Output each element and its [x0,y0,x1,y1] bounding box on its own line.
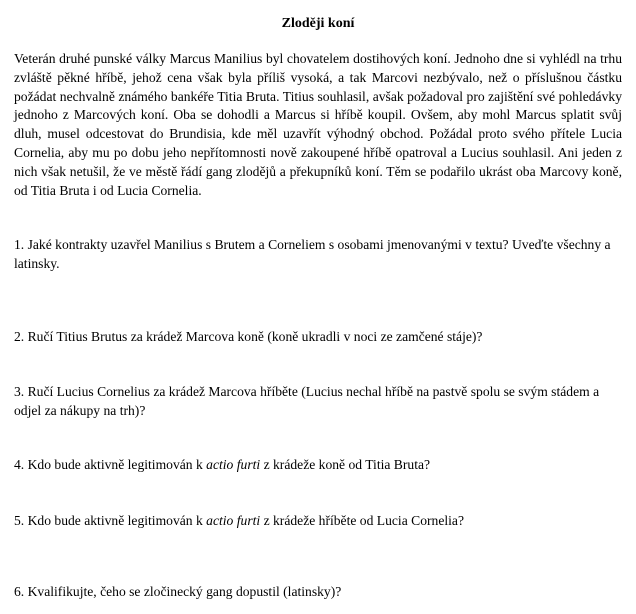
question-4 [14,456,624,475]
question-6: 6. Kvalifikujte, čeho se zločinecký gang dopustil (latinsky)? [14,584,342,599]
question-4-text-after: z krádeže koně od Titia Bruta? [260,457,431,472]
question-1: 1. Jaké kontrakty uzavřel Manilius s Brutem a Corneliem s osobami jmenovanými v textu? Uveďte všechny a latinsky. [14,237,611,271]
question-2: 2. Ručí Titius Brutus za krádež Marcova koně (koně ukradli v noci ze zamčené stáje)? [14,329,483,344]
question-4-legal-term: actio furti [206,457,261,472]
question-5 [14,512,624,531]
question-4-text-before: 4. Kdo bude aktivně legitimován k [14,457,207,472]
question-5-text-before: 5. Kdo bude aktivně legitimován k [14,513,207,528]
question-3: 3. Ručí Lucius Cornelius za krádež Marcova hříběte (Lucius nechal hříbě na pastvě spolu se svým stádem a odjel za nákupy na trh)? [14,384,600,418]
case-paragraph: Veterán druhé punské války Marcus Manilius byl chovatelem dostihových koní. Jednoho dne si vyhlédl na trhu zvláště pěkné hříbě, jehož cena však byla příliš vysoká, a tak Marcovi nezbývalo, než o příslušnou částku požádat nechvalně známého bankéře Titia Bruta. Titius souhlasil, avšak požadoval pro zajištění své pohledávky jednoho z Marcových koní. Oba se dohodli a Marcus si hříbě koupil. Ovšem, aby mohl Marcus splatit svůj dluh, musel odcestovat do Brundisia, kde měl uzavřít výhodný obchod. Požádal proto svého přítele Lucia Cornelia, aby mu po dobu jeho nepřítomnosti nově zakoupené hříbě opatroval a Lucius souhlasil. Ani jeden z nich však netušil, že ve městě řádí gang zlodějů a překupníků koní. Těm se podařilo ukrást oba Marcovy koně, od Titia Bruta i od Lucia Cornelia. [14,51,622,198]
question-5-legal-term: actio furti [206,513,261,528]
question-5-text-after: z krádeže hříběte od Lucia Cornelia? [260,513,464,528]
document-title: Zloději koní [281,16,355,31]
